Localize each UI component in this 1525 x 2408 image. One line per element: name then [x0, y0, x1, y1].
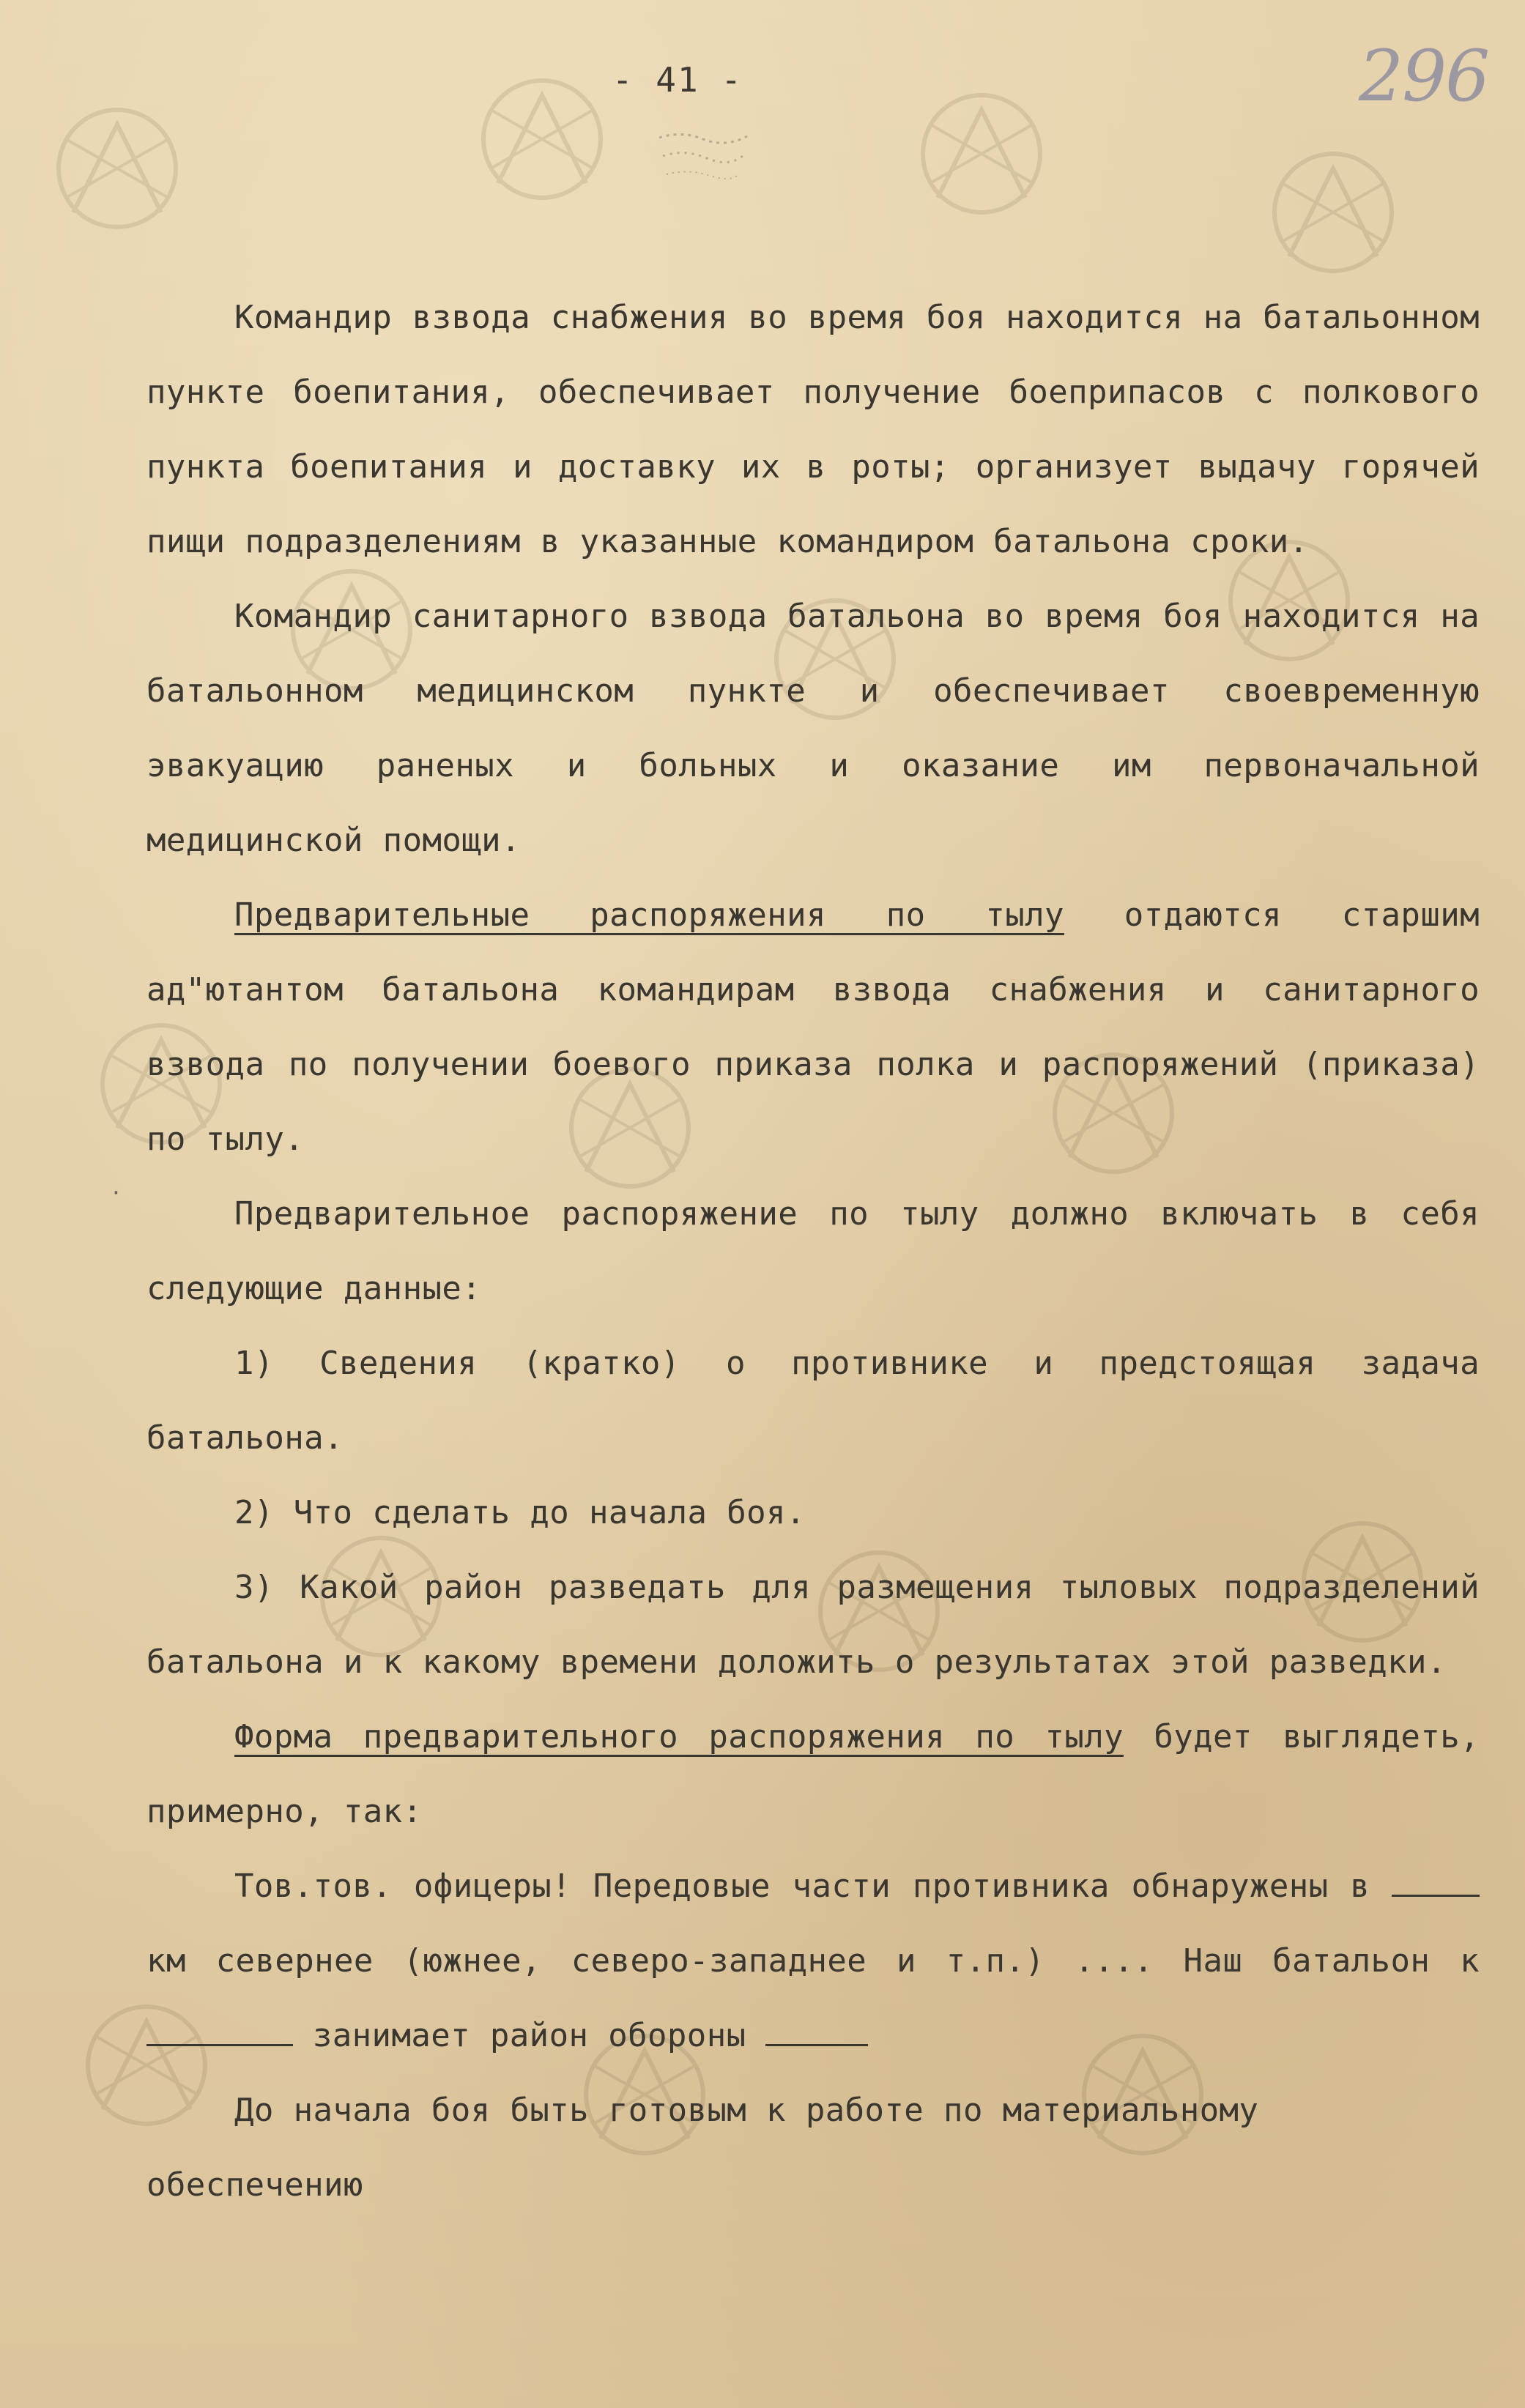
paragraph-text: будет выглядеть, примерно, так:	[146, 1718, 1480, 1830]
archive-folio-number: 296	[1359, 35, 1489, 117]
paragraph-order-form	[146, 1700, 1480, 1849]
list-item: 2) Что сделать до начала боя.	[234, 1494, 806, 1531]
list-item: 3) Какой район разведать для размещения тыловых подразделений батальона и к какому времени доложить о результатах этой разведки.	[146, 1569, 1480, 1681]
blank-fill-line	[146, 2022, 293, 2046]
blank-fill-line	[765, 2022, 868, 2046]
watermark-emblem-icon	[1260, 139, 1406, 286]
paragraph-text: Тов.тов. офицеры! Передовые части противника обнаружены в	[234, 1868, 1392, 1905]
paragraph-preliminary-orders	[146, 878, 1480, 1177]
watermark-emblem-icon	[908, 81, 1055, 227]
underlined-heading-preliminary-orders: Предварительные распоряжения по тылу	[234, 896, 1064, 934]
watermark-emblem-icon	[44, 95, 190, 242]
page-number: - 41 -	[612, 60, 743, 100]
ink-dot-mark: ·	[110, 1181, 122, 1205]
paragraph-officers-address	[146, 1849, 1480, 2073]
paragraph-text: км севернее (южнее, северо-западнее и т.п.) .... Наш батальон к	[146, 1942, 1480, 1980]
document-body	[146, 280, 1480, 2223]
stamp-residue-icon	[652, 123, 754, 189]
list-item: 1) Сведения (кратко) о противнике и предстоящая задача батальона.	[146, 1345, 1480, 1457]
paragraph-order-contents: Предварительное распоряжение по тылу должно включать в себя следующие данные:	[146, 1195, 1480, 1307]
paragraph-medical-platoon: Командир санитарного взвода батальона во время боя находится на батальонном медицинском пункте и обеспечивает своевременную эвакуацию раненых и больных и оказание им первоначальной медицинской помощи.	[146, 598, 1480, 859]
blank-fill-line	[1392, 1873, 1480, 1897]
paragraph-text: отдаются старшим ад"ютантом батальона командирам взвода снабжения и санитарного взвода по получении боевого приказа полка и распоряжений (приказа) по тылу.	[146, 896, 1480, 1158]
paragraph-supply-platoon: Командир взвода снабжения во время боя находится на батальонном пункте боепитания, обеспечивает получение боеприпасов с полкового пункта боепитания и доставку их в роты; организует выдачу горячей пищи подразделениям в указанные командиром батальона сроки.	[146, 299, 1480, 560]
underlined-heading-order-form: Форма предварительного распоряжения по тылу	[234, 1718, 1124, 1755]
paragraph-before-battle: До начала боя быть готовым к работе по материальному обеспечению	[146, 2092, 1259, 2204]
paragraph-text: занимает район обороны	[293, 2017, 766, 2054]
